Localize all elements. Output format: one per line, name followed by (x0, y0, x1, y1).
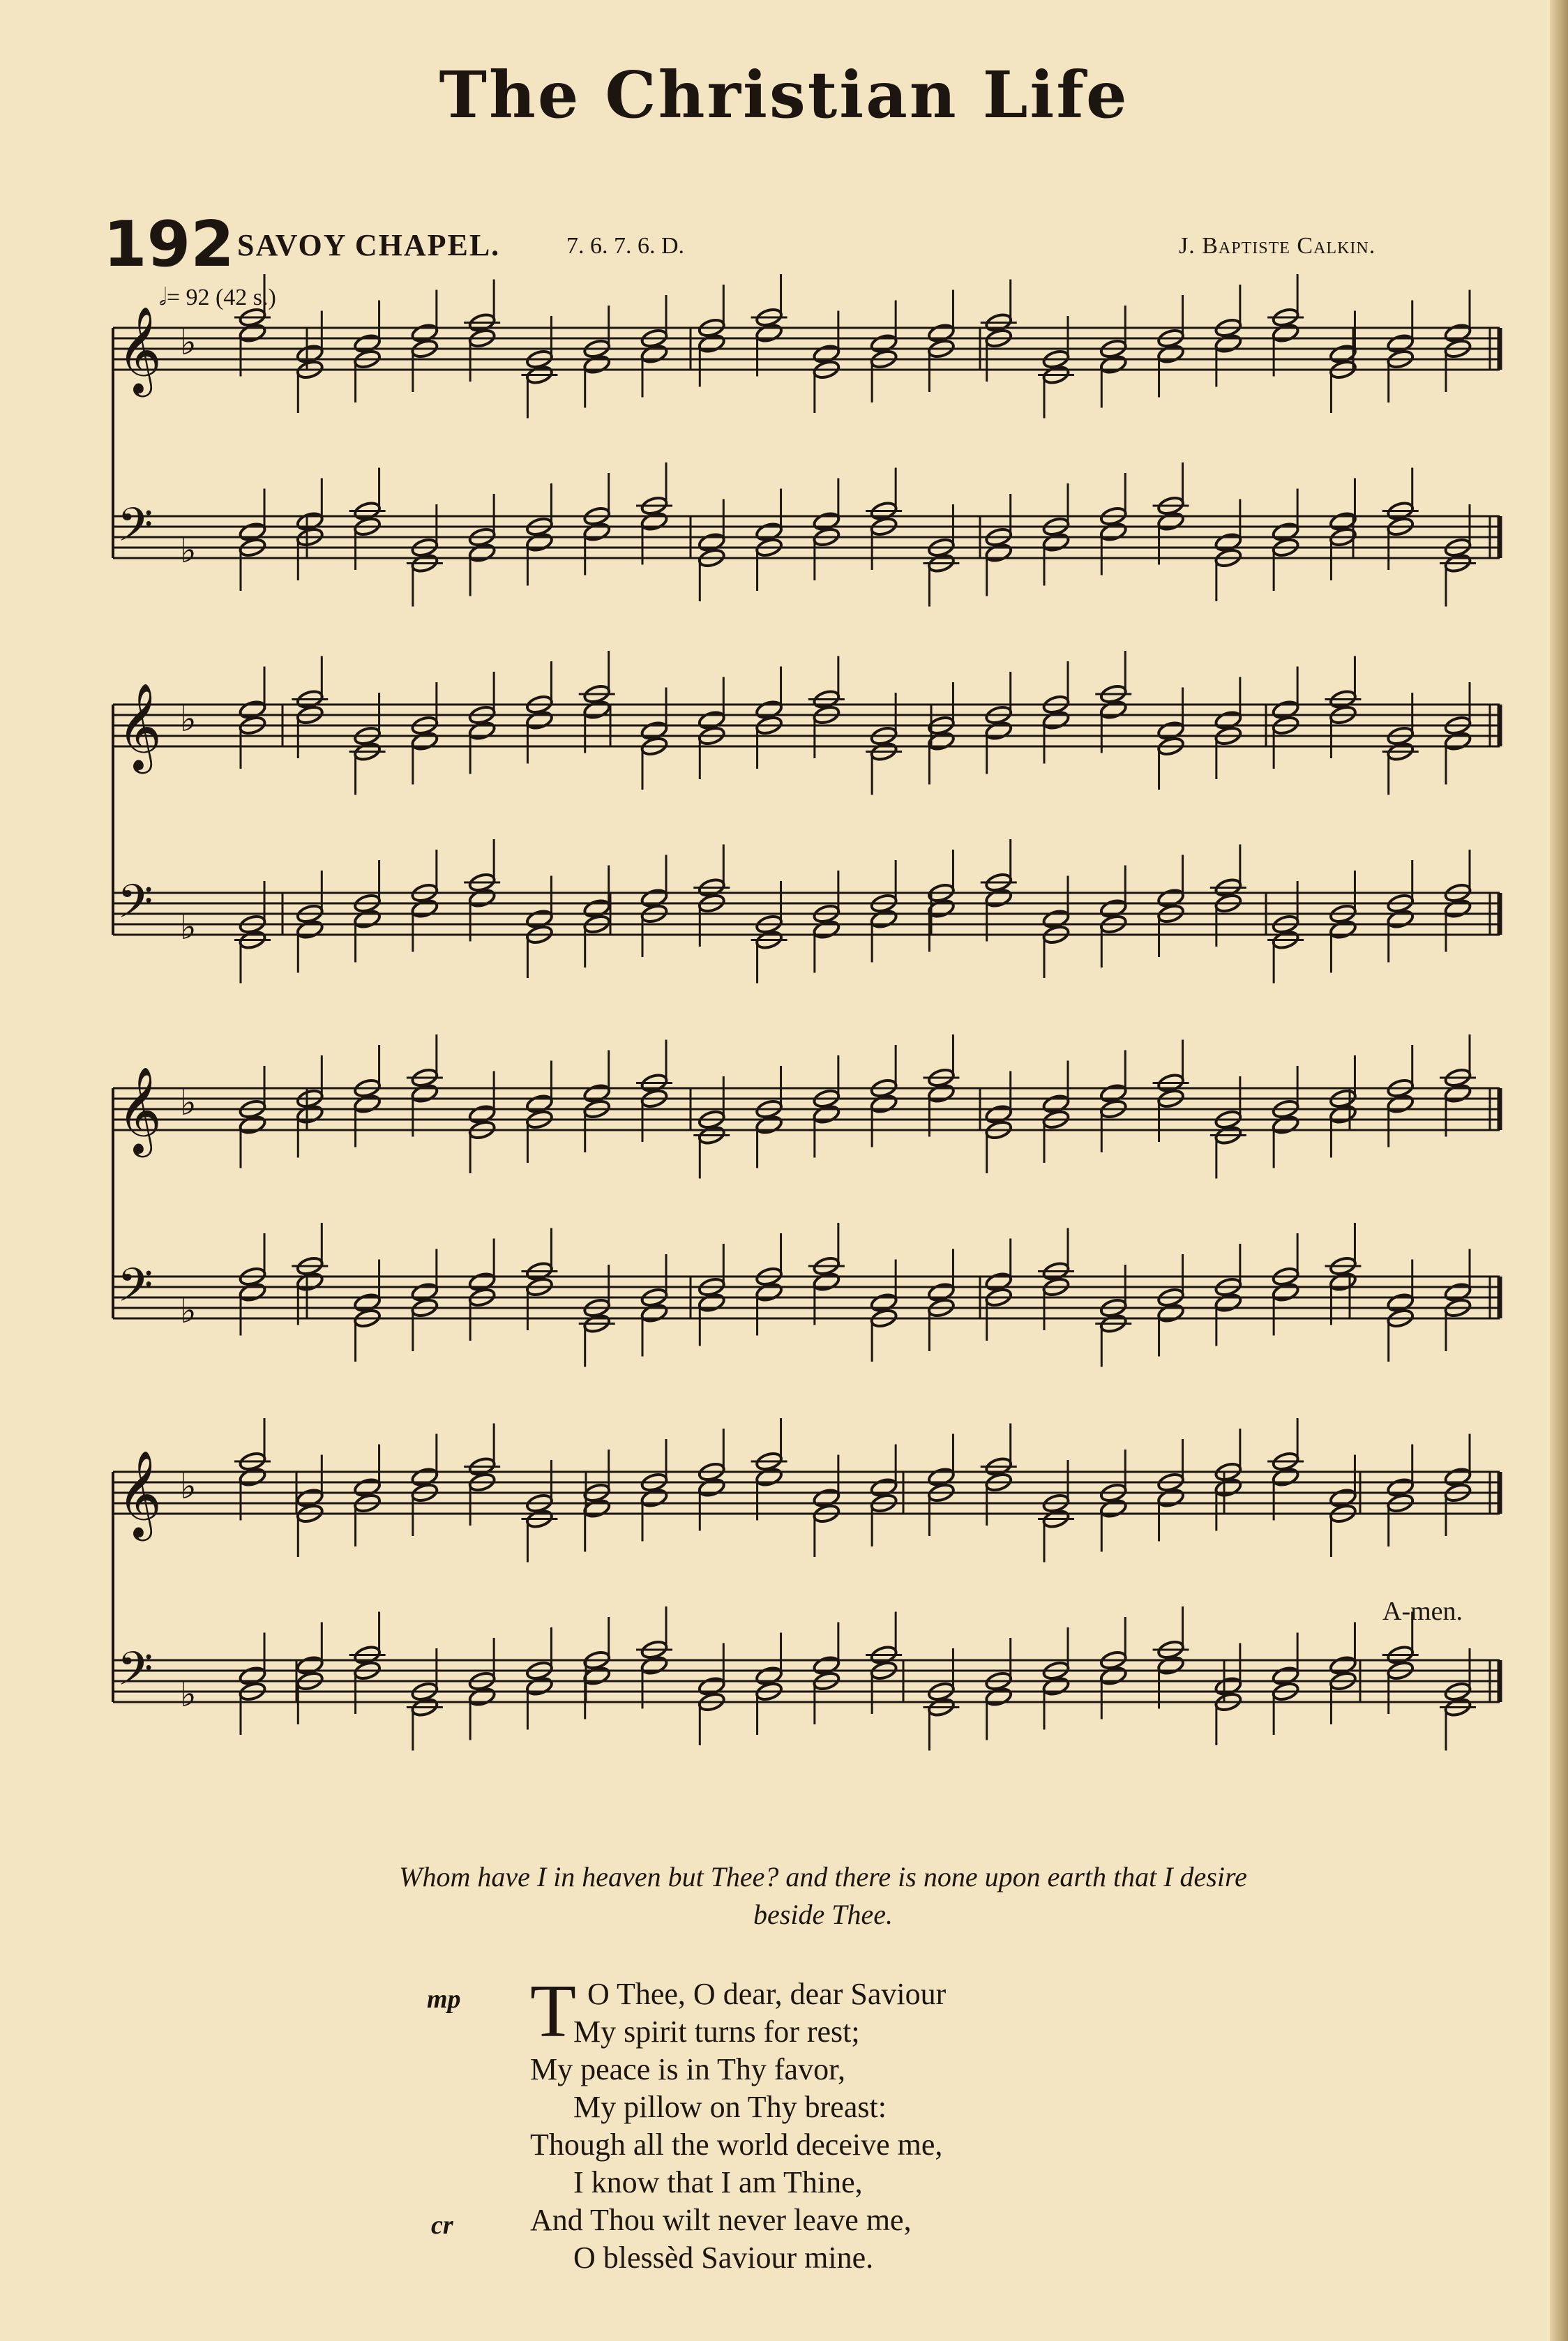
note-head (640, 343, 668, 364)
note-head (583, 521, 611, 542)
bass-clef-icon: 𝄢 (117, 1258, 153, 1323)
note-head (755, 1466, 783, 1487)
flat-key-signature-icon: ♭ (180, 699, 197, 739)
note-head (1387, 908, 1415, 929)
note-head (1329, 919, 1357, 940)
scripture-line-2: beside Thee. (753, 1899, 893, 1930)
note-head (1329, 1271, 1357, 1292)
note-head (698, 1292, 725, 1313)
flat-key-signature-icon: ♭ (180, 1674, 197, 1715)
scripture-verse (167, 1858, 1479, 1934)
note-head (985, 720, 1013, 741)
hymn-number: 192 (103, 208, 234, 281)
bass-clef-icon: 𝄢 (117, 875, 153, 940)
bass-clef-icon: 𝄢 (117, 498, 153, 563)
stanza-line: I know that I am Thine, (573, 2165, 863, 2199)
note-head (698, 1477, 725, 1498)
bass-clef-icon: 𝄢 (117, 1642, 153, 1707)
stanza-line: My pillow on Thy breast: (573, 2090, 887, 2124)
note-head (985, 1686, 1013, 1707)
note-head (698, 333, 725, 354)
note-head (1042, 1676, 1070, 1696)
note-head (1444, 730, 1472, 751)
flat-key-signature-icon: ♭ (180, 907, 197, 947)
note-head (1272, 1466, 1299, 1487)
stanza-line: Though all the world deceive me, (530, 2128, 943, 2162)
note-head (525, 709, 553, 730)
note-head (583, 1665, 611, 1686)
note-head (813, 1271, 840, 1292)
stanza-line: And Thou wilt never leave me, (530, 2203, 912, 2237)
note-head (1042, 532, 1070, 552)
note-head (583, 1498, 611, 1519)
note-head (353, 1093, 381, 1114)
note-head (411, 1083, 439, 1104)
note-head (1099, 1665, 1127, 1686)
note-head (1272, 322, 1299, 343)
drop-cap: T (530, 1970, 576, 2053)
flat-key-signature-icon: ♭ (180, 322, 197, 363)
note-head (1272, 1114, 1299, 1135)
note-head (640, 1302, 668, 1323)
note-head (468, 542, 496, 563)
note-head (1214, 1292, 1242, 1313)
note-head (1156, 1487, 1184, 1508)
note-head (640, 1487, 668, 1508)
note-head (1272, 1281, 1299, 1302)
stanza-line: My peace is in Thy favor, (530, 2052, 845, 2086)
note-head (870, 908, 898, 929)
note-head (239, 322, 266, 343)
flat-key-signature-icon: ♭ (180, 1083, 197, 1123)
flat-key-signature-icon: ♭ (180, 530, 197, 571)
note-head (640, 1655, 668, 1676)
note-head (985, 542, 1013, 563)
note-head (813, 919, 840, 940)
note-head (1042, 709, 1070, 730)
tempo-marking: 𝅗𝅥= 92 (42 s.) (159, 285, 276, 310)
note-head (1387, 1093, 1415, 1114)
note-head (1099, 521, 1127, 542)
note-head (468, 887, 496, 908)
note-head (1329, 1104, 1357, 1124)
note-head (525, 532, 553, 552)
note-head (1156, 511, 1184, 532)
note-head (1444, 1083, 1472, 1104)
stanza-line: My spirit turns for rest; (573, 2015, 860, 2049)
note-head (1156, 1302, 1184, 1323)
note-head (411, 730, 439, 751)
note-head (1156, 343, 1184, 364)
composer: J. Baptiste Calkin. (1179, 233, 1376, 259)
note-head (1099, 699, 1127, 720)
note-head (583, 699, 611, 720)
note-head (813, 1104, 840, 1124)
note-head (239, 1466, 266, 1487)
stanza-line: O Thee, O dear, dear Saviour (587, 1977, 947, 2011)
treble-clef-icon: 𝄞 (117, 683, 162, 770)
note-head (640, 511, 668, 532)
meter: 7. 6. 7. 6. D. (566, 233, 685, 259)
flat-key-signature-icon: ♭ (180, 1290, 197, 1331)
note-head (1214, 333, 1242, 354)
note-head (468, 720, 496, 741)
note-head (239, 1114, 266, 1135)
treble-clef-icon: 𝄞 (117, 1067, 162, 1154)
note-head (296, 919, 324, 940)
note-head (1099, 1498, 1127, 1519)
note-head (1099, 354, 1127, 375)
treble-clef-icon: 𝄞 (117, 1450, 162, 1537)
half-note-icon: 𝅗𝅥 (159, 285, 167, 310)
stanza (530, 1970, 947, 2277)
note-head (985, 887, 1013, 908)
note-head (755, 1281, 783, 1302)
note-head (1444, 898, 1472, 919)
note-head (296, 1271, 324, 1292)
note-head (1156, 1655, 1184, 1676)
note-head (411, 898, 439, 919)
tune-name: SAVOY CHAPEL. (237, 228, 501, 262)
treble-clef-icon: 𝄞 (117, 306, 162, 393)
note-head (525, 1676, 553, 1696)
note-head (1214, 1477, 1242, 1498)
note-head (755, 1114, 783, 1135)
dynamic-cresc: cr (431, 2211, 453, 2240)
stanza-line: O blessèd Saviour mine. (573, 2241, 874, 2275)
note-head (296, 1104, 324, 1124)
flat-key-signature-icon: ♭ (180, 1466, 197, 1507)
note-head (927, 1083, 955, 1104)
scripture-line-1: Whom have I in heaven but Thee? and there is none upon earth that I desire (399, 1861, 1247, 1892)
dynamic-mp: mp (427, 1985, 461, 2014)
amen-text: A-men. (1382, 1597, 1463, 1626)
note-head (353, 908, 381, 929)
note-head (755, 322, 783, 343)
note-head (583, 354, 611, 375)
note-head (239, 1281, 266, 1302)
note-head (468, 1686, 496, 1707)
section-title: The Christian Life (439, 57, 1129, 133)
note-head (870, 1093, 898, 1114)
